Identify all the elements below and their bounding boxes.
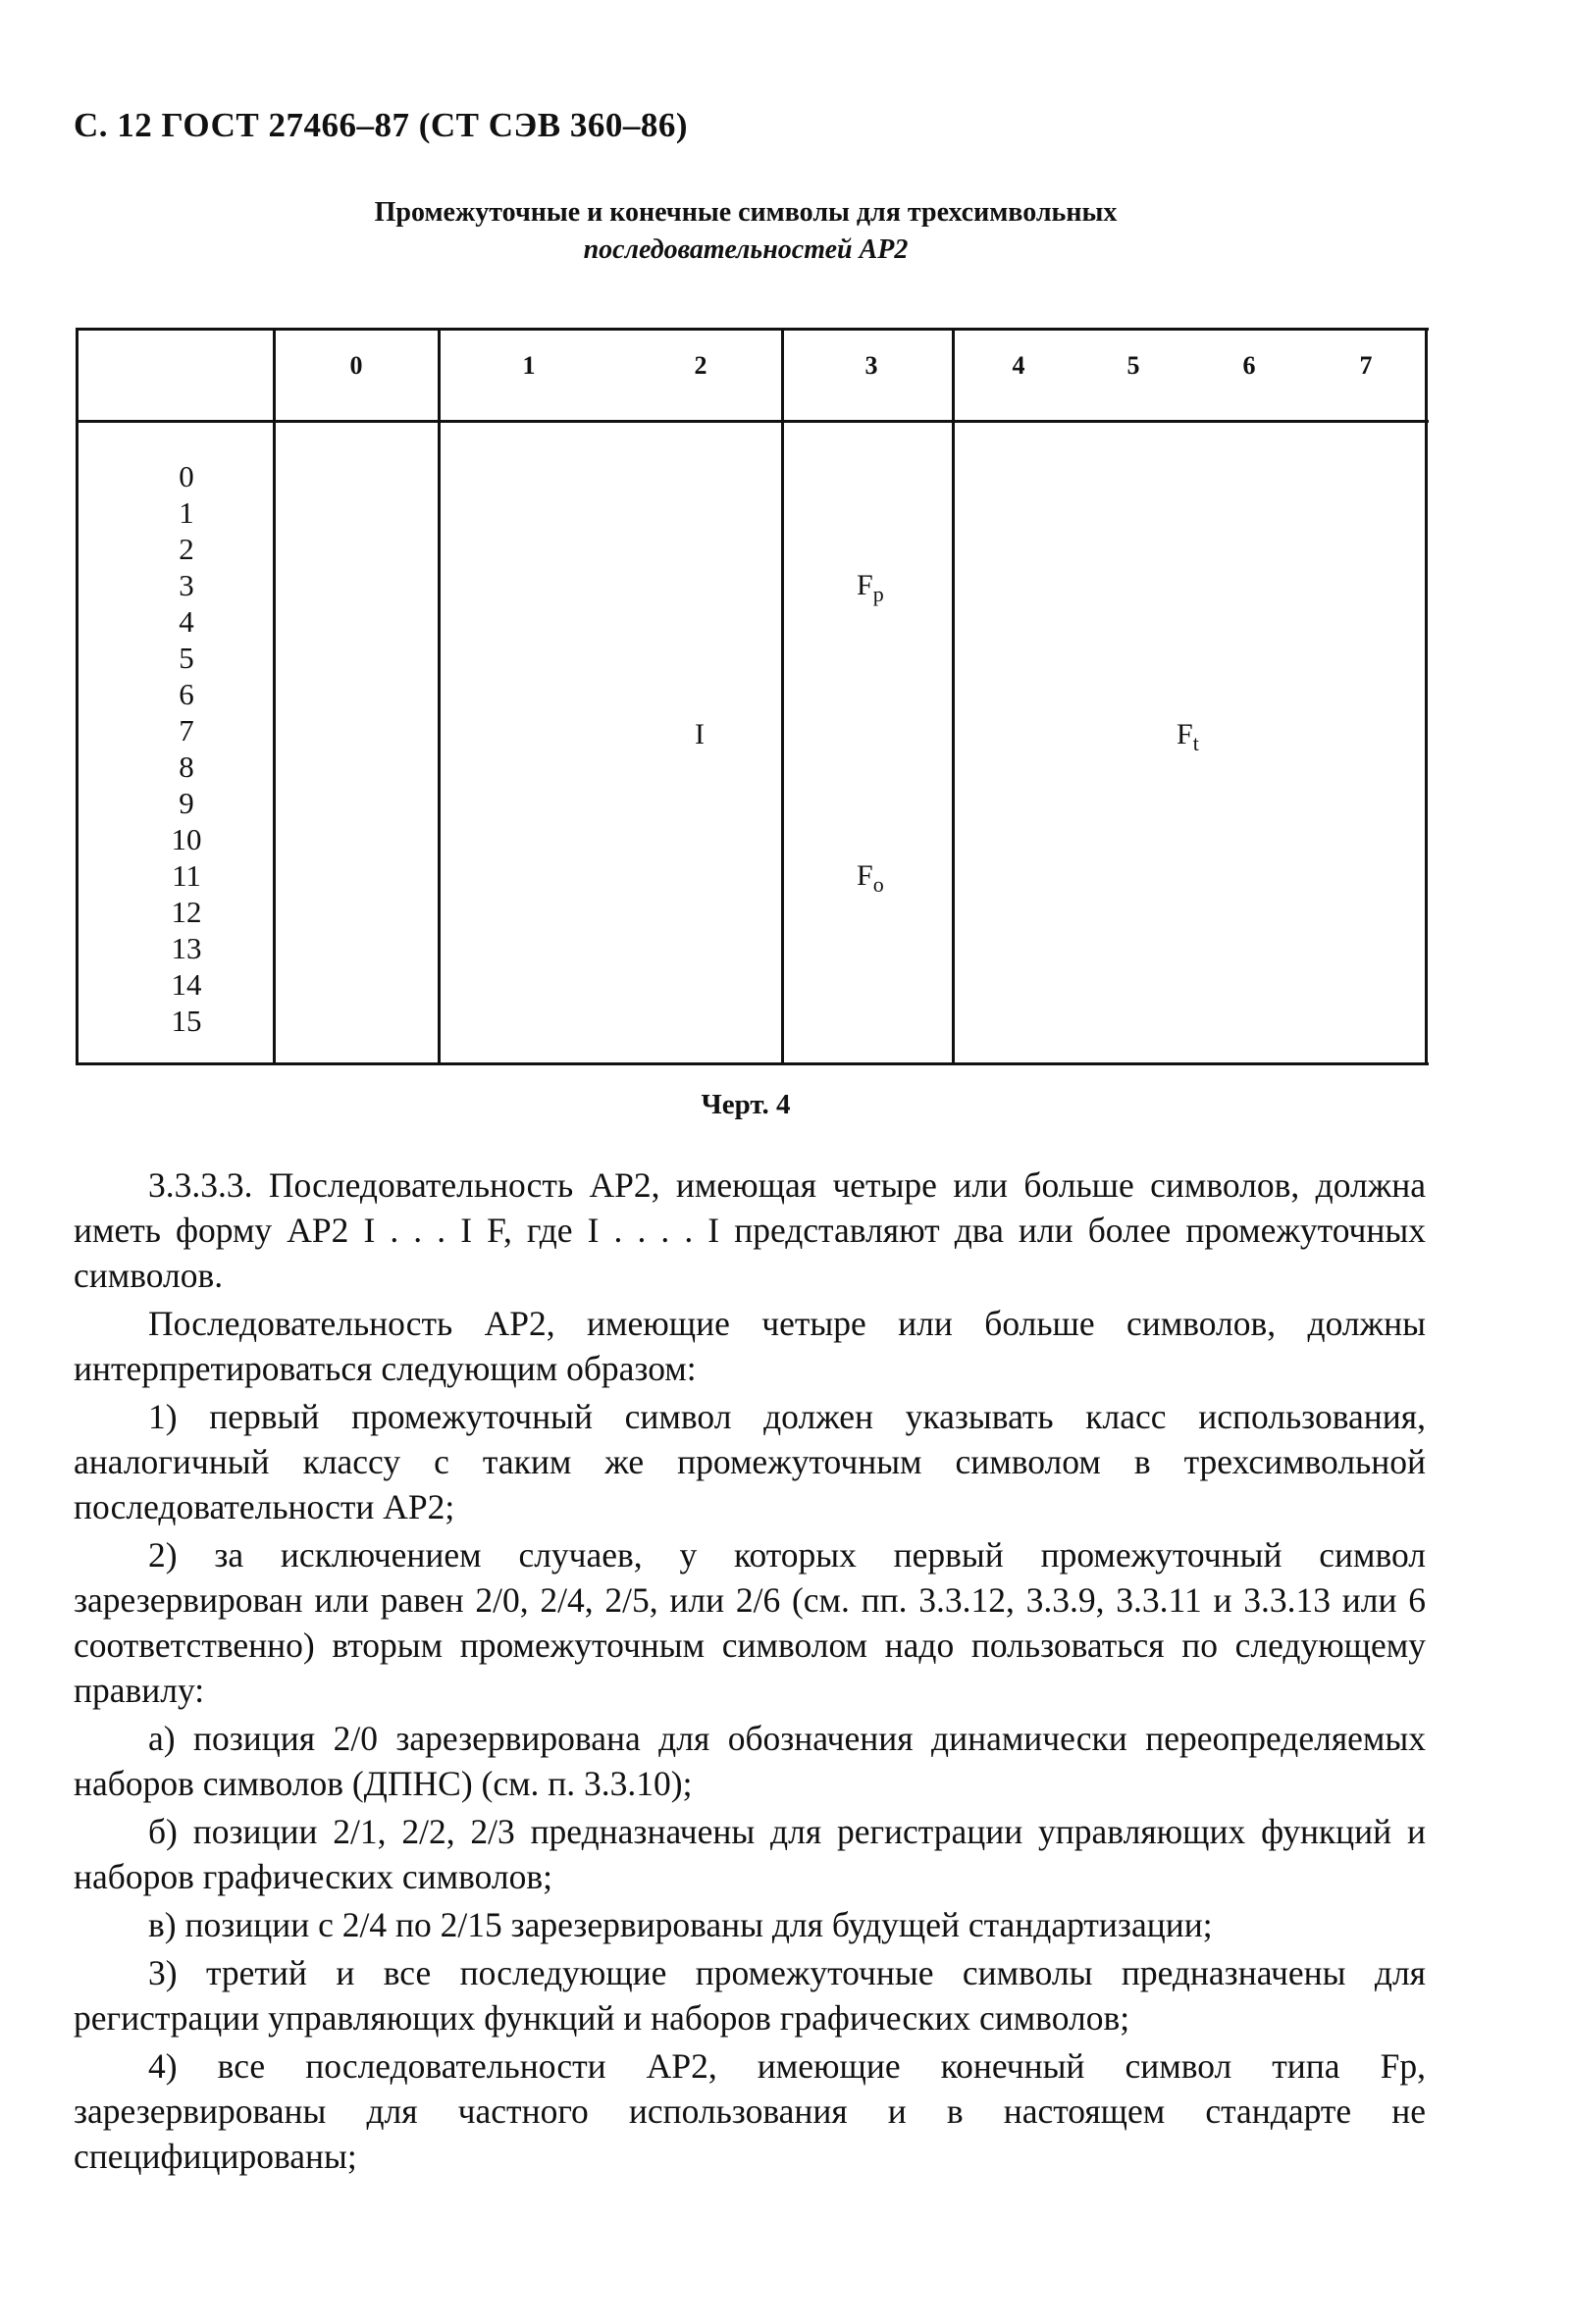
- row-label: 2: [179, 532, 194, 566]
- row-label: 7: [179, 713, 194, 748]
- column-header-2: 2: [694, 351, 707, 380]
- row-label: 0: [179, 459, 194, 493]
- row-label: 5: [179, 641, 194, 675]
- column-header-6: 6: [1242, 351, 1256, 380]
- ft-base: F: [1177, 718, 1193, 750]
- row-label: 12: [171, 895, 202, 929]
- final-symbol-fo: [857, 859, 884, 898]
- row-label: 6: [179, 677, 194, 711]
- paragraph: 2) за исключением случаев, у которых первый промежуточный символ зарезервирован или равен 2/0, 2/4, 2/5, или 2/6 (см. пп. 3.3.12, 3.3.9, 3.3.11 и 3.3.13 или 6 соответственно) вторым промежуточным символом надо пользоваться по следующему правилу:: [74, 1535, 1426, 1710]
- row-label: 13: [171, 931, 202, 965]
- paragraph: в) позиции с 2/4 по 2/15 зарезервированы для будущей стандартизации;: [148, 1905, 1213, 1944]
- paragraph: 3.3.3.3. Последовательность АР2, имеющая четыре или больше символов, должна иметь форму АР2 I . . . I F, где I . . . . I представляют два или более промежуточных символов.: [74, 1165, 1426, 1295]
- row-label: 14: [171, 967, 202, 1002]
- row-label: 11: [172, 858, 201, 893]
- table-right-border: [1425, 328, 1428, 1065]
- paragraph: 3) третий и все последующие промежуточные символы предназначены для регистрации управляющих функций и наборов графических символов;: [74, 1953, 1426, 2038]
- row-labels: [147, 458, 226, 1039]
- final-symbol-ft: [1177, 718, 1199, 756]
- code-table: [0, 0, 1570, 1079]
- row-label: 10: [171, 822, 202, 856]
- page-header: С. 12 ГОСТ 27466–87 (СТ СЭВ 360–86): [74, 106, 688, 144]
- column-header-3: 3: [864, 351, 878, 380]
- column-header-1: 1: [522, 351, 536, 380]
- column-divider-2: [438, 328, 441, 1065]
- table-top-border: [76, 328, 1429, 331]
- column-header-4: 4: [1012, 351, 1025, 380]
- paragraph: 1) первый промежуточный символ должен указывать класс использования, аналогичный классу с таким же промежуточным символом в трехсимвольной последовательности АР2;: [74, 1397, 1426, 1526]
- body-text: [74, 1162, 1426, 2182]
- caption-line-2: последовательностей АР2: [583, 234, 909, 265]
- table-bottom-border: [76, 1062, 1429, 1065]
- column-divider-4: [952, 328, 955, 1065]
- fp-subscript: p: [872, 582, 884, 606]
- table-left-border: [76, 328, 78, 1065]
- row-label: 3: [179, 568, 194, 602]
- row-label: 1: [179, 495, 194, 530]
- column-header-7: 7: [1359, 351, 1373, 380]
- paragraph: Последовательность АР2, имеющие четыре или больше символов, должны интерпретироваться следующим образом:: [74, 1304, 1426, 1388]
- paragraph: 4) все последовательности АР2, имеющие конечный символ типа Fp, зарезервированы для частного использования и в настоящем стандарте не специфицированы;: [74, 2046, 1426, 2176]
- column-divider-1: [273, 328, 276, 1065]
- fo-base: F: [857, 859, 873, 892]
- row-label: 9: [179, 786, 194, 820]
- intermediate-symbol-i: I: [695, 718, 705, 750]
- row-label: 8: [179, 749, 194, 784]
- figure-label: Черт. 4: [701, 1089, 791, 1120]
- paragraph: б) позиции 2/1, 2/2, 2/3 предназначены для регистрации управляющих функций и наборов графических символов;: [74, 1812, 1426, 1896]
- caption-line-1: Промежуточные и конечные символы для трехсимвольных: [374, 197, 1118, 228]
- column-divider-3: [781, 328, 784, 1065]
- paragraph: а) позиция 2/0 зарезервирована для обозначения динамически переопределяемых наборов символов (ДПНС) (см. п. 3.3.10);: [74, 1719, 1426, 1803]
- fp-base: F: [857, 569, 873, 601]
- ft-subscript: t: [1192, 731, 1199, 755]
- final-symbol-fp: [857, 569, 884, 607]
- row-label: 4: [179, 604, 194, 639]
- column-header-0: 0: [349, 351, 363, 380]
- table-header-rule: [76, 420, 1429, 423]
- row-label: 15: [171, 1004, 202, 1038]
- column-header-5: 5: [1126, 351, 1140, 380]
- fo-subscript: o: [872, 872, 884, 897]
